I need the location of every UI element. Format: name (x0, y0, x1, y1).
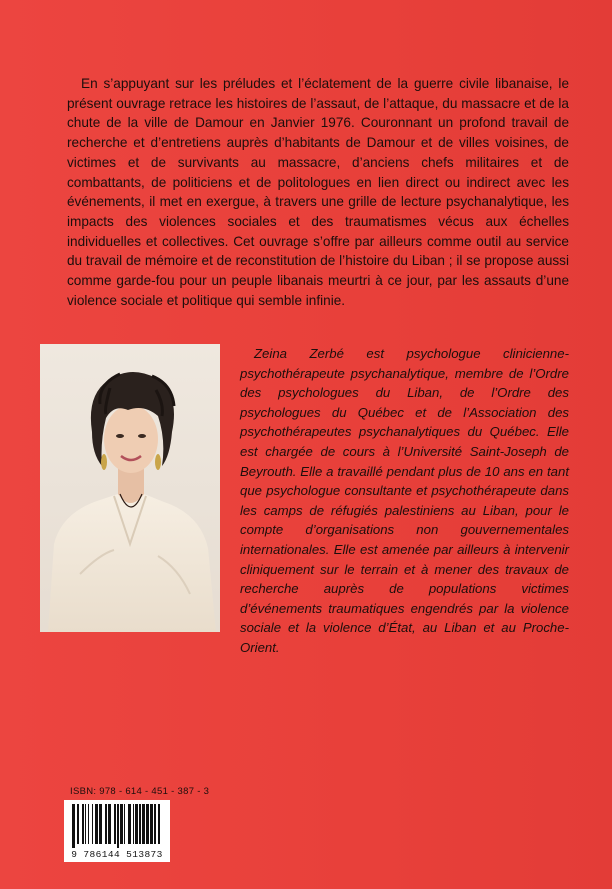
barcode-bar (133, 804, 134, 844)
barcode-bar (128, 804, 131, 844)
barcode (64, 800, 170, 862)
barcode-bar (72, 804, 75, 848)
barcode-bar (105, 804, 107, 844)
barcode-bar (117, 804, 119, 848)
isbn-label: ISBN: 978 - 614 - 451 - 387 - 3 (70, 786, 210, 797)
barcode-bar (99, 804, 102, 844)
barcode-bar (135, 804, 138, 844)
barcode-bar (154, 804, 156, 844)
barcode-bar (85, 804, 86, 844)
barcode-bar (142, 804, 145, 844)
barcode-bar (88, 804, 89, 844)
barcode-bar (124, 804, 125, 844)
barcode-bar (139, 804, 141, 844)
author-biography: Zeina Zerbé est psychologue clinicienne-psychothérapeute psychanalytique, membre de l’Ordre des psychologues du Liban, de l’Ordre des psychologues du Québec et de l’Association des psychothérapeutes psychanalytiques du Québec. Elle est chargée de cours à l’Université Saint-Joseph de Beyrouth. Elle a travaillé pendant plus de 10 ans en tant que psychologue consultante et psychothérapeute dans les camps de réfugiés palestiniens au Liban, pour le compte d’organisations non gouvernementales internationales. Elle est amenée par ailleurs à intervenir cliniquement sur le terrain et à mener des travaux de recherche auprès de populations victimes d’événements traumatiques engendrés par la violence sociale et la violence d’État, au Liban et au Proche-Orient. (240, 346, 569, 655)
barcode-bar (158, 804, 160, 844)
barcode-bar (114, 804, 116, 844)
barcode-bar (82, 804, 84, 844)
barcode-bar (146, 804, 149, 844)
author-portrait-illustration (40, 344, 220, 632)
barcode-bar (92, 804, 93, 844)
barcode-bar (120, 804, 123, 844)
barcode-bars (64, 800, 170, 850)
barcode-bar (77, 804, 79, 844)
barcode-bar (95, 804, 98, 844)
book-summary: En s’appuyant sur les préludes et l’éclatement de la guerre civile libanaise, le présent ouvrage retrace les histoires de l’assaut, de l’attaque, du massacre et de la chute de la ville de Damour en Janvier 1976. Couronnant un profond travail de recherche et d’entretiens auprès d’habitants de Damour et de villes voisines, de victimes et de survivants au massacre, d’anciens chefs militaires et de combattants, de politiciens et de politologues en lien direct ou indirect avec les événements, il met en exergue, à travers une grille de lecture psychanalytique, les impacts des violences sociales et des traumatismes vécus aux échelles individuelles et collectives. Cet ouvrage s’offre par ailleurs comme outil au service du travail de mémoire et de reconstitution de l’histoire du Liban ; il se propose aussi comme garde-fou pour un peuple libanais meurtri à ce jour, par les assauts d’une violence sociale et politique qui semble infinie. (67, 76, 569, 308)
barcode-digits: 9 786144 513873 (71, 849, 163, 860)
barcode-bar (150, 804, 153, 844)
author-photo (40, 344, 220, 632)
barcode-bar (108, 804, 111, 844)
